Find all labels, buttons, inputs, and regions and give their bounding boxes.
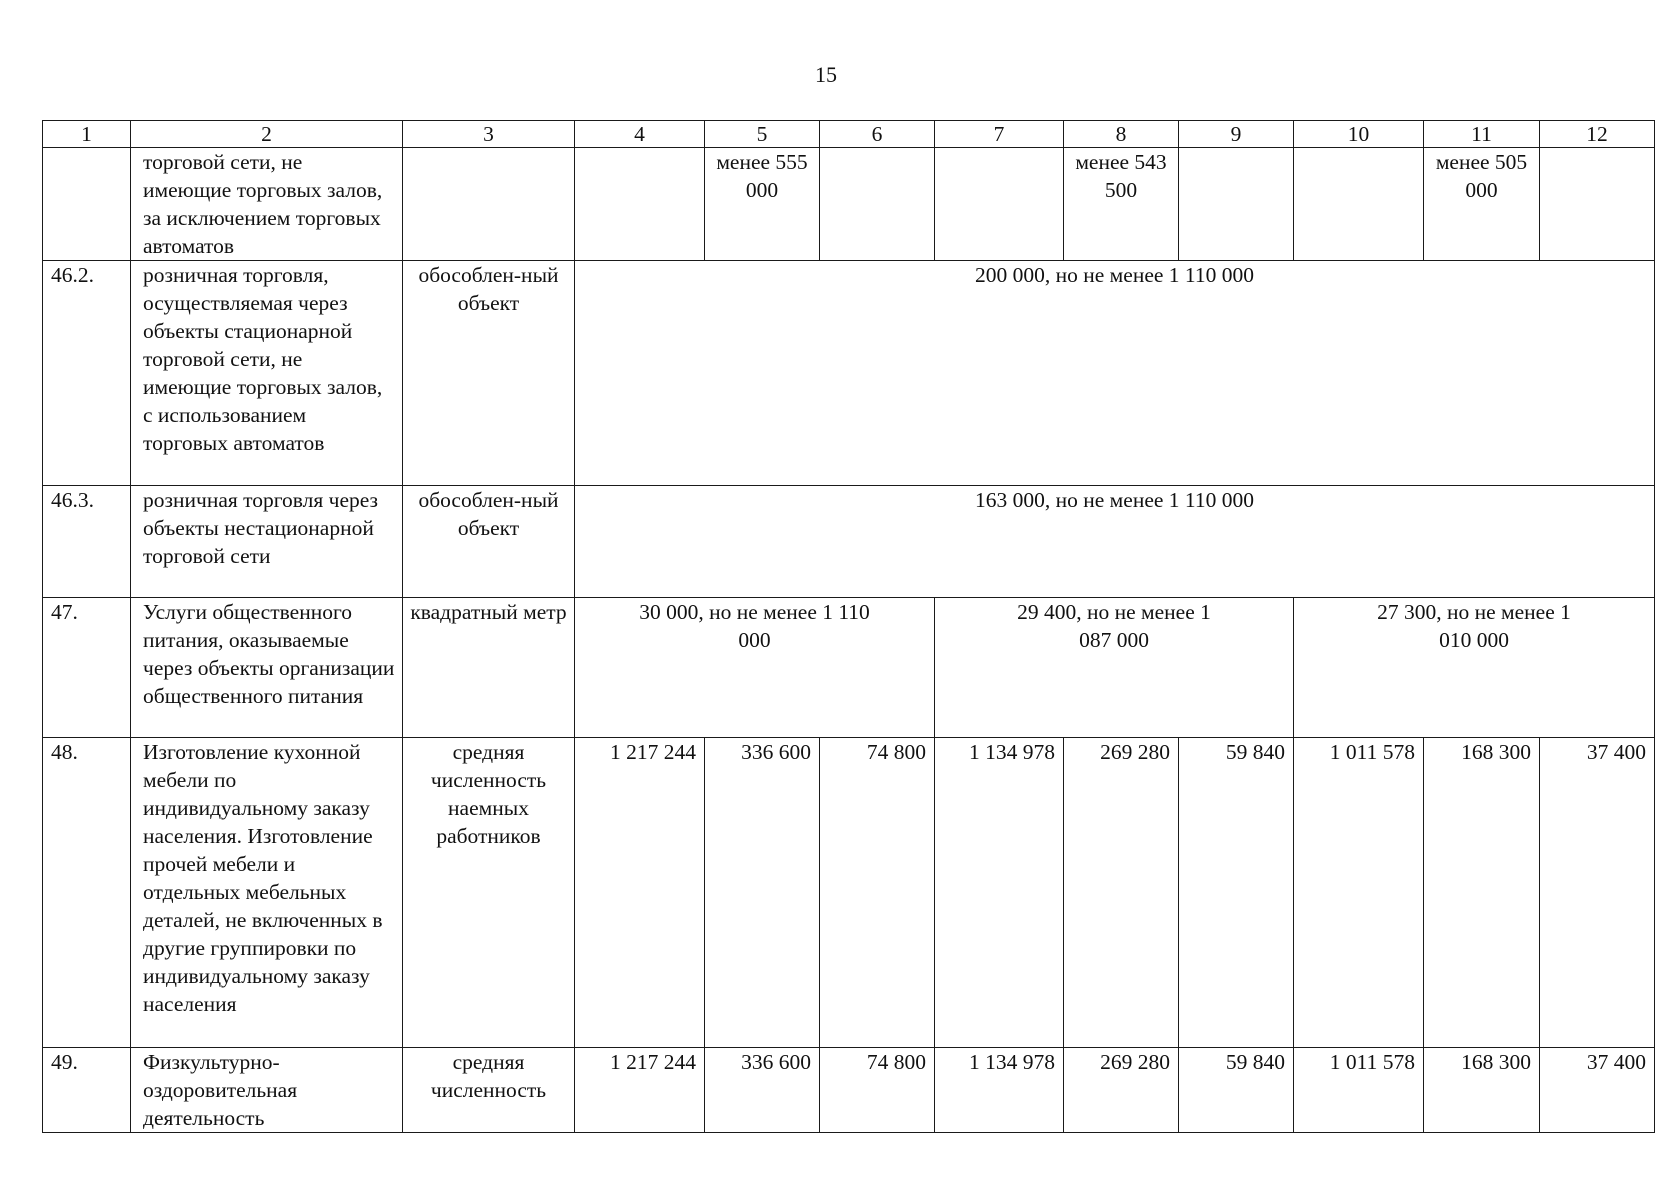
column-header: 3: [403, 121, 575, 148]
value-cell: 269 280: [1064, 738, 1179, 1048]
tariff-table: [42, 120, 1655, 1133]
value-cell: менее 543 500: [1064, 148, 1179, 261]
value-cell: 37 400: [1540, 1048, 1655, 1133]
value-cell: 59 840: [1179, 1048, 1294, 1133]
column-header: 9: [1179, 121, 1294, 148]
merged-value-cell: 200 000, но не менее 1 110 000: [575, 261, 1655, 486]
merged-value-cell: [935, 598, 1294, 738]
value-cell: 168 300: [1424, 1048, 1540, 1133]
value-cell: 1 134 978: [935, 738, 1064, 1048]
unit-cell: обособлен-ный объект: [403, 261, 575, 486]
unit-cell: [403, 148, 575, 261]
unit-cell: средняя численность наемных работников: [403, 738, 575, 1048]
column-header: 11: [1424, 121, 1540, 148]
table-row: [43, 1048, 1655, 1133]
row-name-cell: Изготовление кухонной мебели по индивидуальному заказу населения. Изготовление прочей мебели и отдельных мебельных деталей, не включенных в другие группировки по индивидуальному заказу населения: [131, 738, 403, 1048]
value-cell: [820, 148, 935, 261]
row-number-cell: 46.3.: [43, 486, 131, 598]
value-cell: 1 011 578: [1294, 1048, 1424, 1133]
column-header: 2: [131, 121, 403, 148]
row-name-cell: торговой сети, не имеющие торговых залов, за исключением торговых автоматов: [131, 148, 403, 261]
column-number-row: [43, 121, 1655, 148]
column-header: 1: [43, 121, 131, 148]
page-number: 15: [815, 62, 837, 87]
row-number-cell: 49.: [43, 1048, 131, 1133]
unit-cell: средняя численность: [403, 1048, 575, 1133]
merged-value-cell: 163 000, но не менее 1 110 000: [575, 486, 1655, 598]
column-header: 8: [1064, 121, 1179, 148]
merged-value-text: 27 300, но не менее 1 010 000: [1377, 600, 1571, 652]
value-cell: менее 505 000: [1424, 148, 1540, 261]
value-cell: 1 217 244: [575, 1048, 705, 1133]
column-header: 7: [935, 121, 1064, 148]
value-cell: [575, 148, 705, 261]
value-cell: [1540, 148, 1655, 261]
column-header: 4: [575, 121, 705, 148]
value-cell: 168 300: [1424, 738, 1540, 1048]
value-cell: 37 400: [1540, 738, 1655, 1048]
column-header: 12: [1540, 121, 1655, 148]
row-number-cell: 47.: [43, 598, 131, 738]
column-header: 5: [705, 121, 820, 148]
value-cell: менее 555 000: [705, 148, 820, 261]
value-cell: 1 011 578: [1294, 738, 1424, 1048]
value-cell: [1179, 148, 1294, 261]
row-name-cell: Физкультурно-оздоровительная деятельность: [131, 1048, 403, 1133]
row-number-cell: [43, 148, 131, 261]
unit-cell: обособлен-ный объект: [403, 486, 575, 598]
value-cell: 336 600: [705, 1048, 820, 1133]
value-cell: [1294, 148, 1424, 261]
row-number-cell: 46.2.: [43, 261, 131, 486]
value-cell: 1 217 244: [575, 738, 705, 1048]
row-number-cell: 48.: [43, 738, 131, 1048]
value-cell: 74 800: [820, 1048, 935, 1133]
value-cell: 269 280: [1064, 1048, 1179, 1133]
table-row: [43, 486, 1655, 598]
table-row: [43, 738, 1655, 1048]
column-header: 6: [820, 121, 935, 148]
row-name-cell: розничная торговля через объекты нестационарной торговой сети: [131, 486, 403, 598]
merged-value-cell: [1294, 598, 1655, 738]
row-name-cell: розничная торговля, осуществляемая через объекты стационарной торговой сети, не имеющие торговых залов, с использованием торговых автоматов: [131, 261, 403, 486]
value-cell: 336 600: [705, 738, 820, 1048]
value-cell: 1 134 978: [935, 1048, 1064, 1133]
merged-value-cell: [575, 598, 935, 738]
row-name-cell: Услуги общественного питания, оказываемые через объекты организации общественного питания: [131, 598, 403, 738]
merged-value-text: 29 400, но не менее 1 087 000: [1017, 600, 1211, 652]
table-row: [43, 148, 1655, 261]
value-cell: 74 800: [820, 738, 935, 1048]
unit-cell: квадратный метр: [403, 598, 575, 738]
value-cell: [935, 148, 1064, 261]
merged-value-text: 30 000, но не менее 1 110 000: [639, 600, 870, 652]
table-row: [43, 261, 1655, 486]
value-cell: 59 840: [1179, 738, 1294, 1048]
column-header: 10: [1294, 121, 1424, 148]
table-row: [43, 598, 1655, 738]
